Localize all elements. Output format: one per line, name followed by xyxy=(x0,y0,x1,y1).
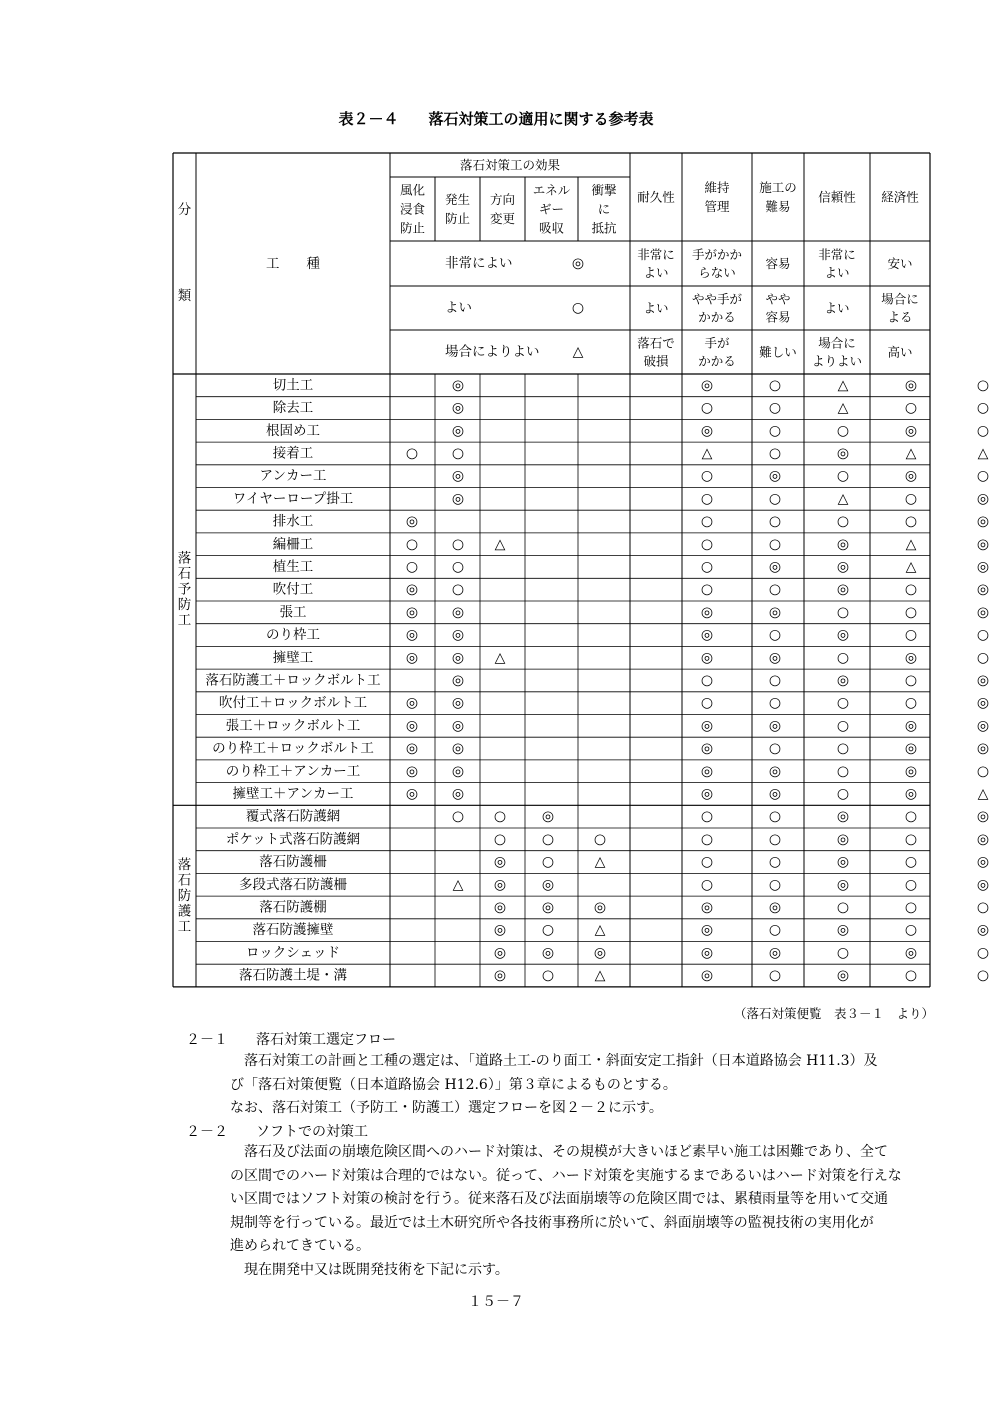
attribute-mark: ◎ xyxy=(904,468,918,485)
legend-text: 非常によい xyxy=(445,255,513,272)
effect-mark: ○ xyxy=(405,558,419,575)
attribute-mark: ◎ xyxy=(836,831,850,848)
effect-mark: ◎ xyxy=(451,672,465,689)
paragraph-line: い区間ではソフト対策の検討を行う。従来落石及び法面崩壊等の危険区間では、累積雨量等を用いて交通 xyxy=(230,1191,888,1207)
effect-column-header: 防止 xyxy=(399,220,426,236)
effect-mark: ○ xyxy=(541,922,555,939)
effect-mark: ◎ xyxy=(405,513,419,530)
effect-mark: ○ xyxy=(451,808,465,825)
group-label-char: 防 xyxy=(177,888,192,905)
effect-mark: ○ xyxy=(451,581,465,598)
attribute-mark: ○ xyxy=(836,468,850,485)
attribute-mark: △ xyxy=(701,445,713,462)
effect-mark: ◎ xyxy=(405,695,419,712)
effect-mark: ◎ xyxy=(451,649,465,666)
attribute-mark: ○ xyxy=(768,445,782,462)
attribute-mark: ◎ xyxy=(836,854,850,871)
overflow-mark: ◎ xyxy=(976,604,990,621)
attribute-mark: ◎ xyxy=(700,785,714,802)
effect-mark: ◎ xyxy=(593,944,607,961)
overflow-mark: △ xyxy=(977,445,989,462)
attribute-mark: ◎ xyxy=(700,717,714,734)
attribute-mark: ○ xyxy=(836,649,850,666)
method-name: 吹付工 xyxy=(272,581,314,598)
attribute-column-header: 信頼性 xyxy=(818,189,856,205)
attribute-mark: ○ xyxy=(700,468,714,485)
attribute-mark: ○ xyxy=(836,695,850,712)
attribute-mark: ◎ xyxy=(836,876,850,893)
effect-mark: ◎ xyxy=(541,876,555,893)
effect-mark: △ xyxy=(594,967,606,984)
attribute-mark: ○ xyxy=(768,627,782,644)
paragraph-line: 規制等を行っている。最近では土木研究所や各技術事務所に於いて、斜面崩壊等の監視技術の実用化が xyxy=(230,1214,874,1231)
effect-mark: ○ xyxy=(405,536,419,553)
attribute-mark: ○ xyxy=(904,627,918,644)
effect-mark: ◎ xyxy=(493,922,507,939)
effect-column-header: エネル xyxy=(532,182,571,198)
attribute-mark: ○ xyxy=(768,581,782,598)
paragraph-line: の区間でのハード対策は合理的ではない。従って、ハード対策を実施するまであるいはハード対策を行えな xyxy=(230,1167,902,1184)
effect-mark: ○ xyxy=(541,831,555,848)
effect-mark: ◎ xyxy=(405,717,419,734)
group-label-char: 予 xyxy=(177,581,192,598)
effect-mark: ○ xyxy=(405,445,419,462)
method-name: 植生工 xyxy=(272,558,314,575)
overflow-mark: ◎ xyxy=(976,581,990,598)
attribute-mark: ○ xyxy=(836,944,850,961)
attribute-mark: △ xyxy=(837,490,849,507)
grade-label: 手がかか xyxy=(691,247,743,262)
attribute-mark: ○ xyxy=(700,558,714,575)
effect-mark: ◎ xyxy=(541,808,555,825)
method-name: 編柵工 xyxy=(272,536,314,553)
attribute-mark: ○ xyxy=(836,604,850,621)
attribute-mark: ◎ xyxy=(768,944,782,961)
effect-mark: ◎ xyxy=(451,422,465,439)
attribute-mark: ○ xyxy=(836,899,850,916)
attribute-mark: ○ xyxy=(836,763,850,780)
attribute-mark: ◎ xyxy=(836,445,850,462)
method-name: 張工 xyxy=(279,604,307,621)
attribute-mark: ◎ xyxy=(700,967,714,984)
attribute-mark: ◎ xyxy=(904,740,918,757)
attribute-mark: ○ xyxy=(904,672,918,689)
overflow-mark: ◎ xyxy=(976,831,990,848)
overflow-mark: ○ xyxy=(976,627,990,644)
attribute-mark: ○ xyxy=(836,740,850,757)
grade-label: よい xyxy=(643,265,669,280)
attribute-mark: ◎ xyxy=(904,717,918,734)
effect-column-header: に xyxy=(597,201,611,217)
attribute-mark: ○ xyxy=(700,581,714,598)
effect-mark: ◎ xyxy=(541,944,555,961)
attribute-mark: ○ xyxy=(768,876,782,893)
attribute-mark: ○ xyxy=(768,740,782,757)
effect-mark: ◎ xyxy=(493,944,507,961)
method-name: 根固め工 xyxy=(266,422,320,439)
effect-column-header: 防止 xyxy=(444,211,471,226)
effect-mark: ◎ xyxy=(451,695,465,712)
attribute-mark: ○ xyxy=(768,422,782,439)
attribute-mark: ○ xyxy=(768,513,782,530)
attribute-mark: ○ xyxy=(904,899,918,916)
effect-mark: ◎ xyxy=(451,604,465,621)
method-name: のり枠工＋ロックボルト工 xyxy=(212,740,374,757)
group-label-char: 落 xyxy=(177,857,192,874)
overflow-mark: ◎ xyxy=(976,808,990,825)
group-label-char: 石 xyxy=(177,872,192,889)
attribute-mark: ○ xyxy=(904,876,918,893)
attribute-mark: ○ xyxy=(904,400,918,417)
method-name: ロックシェッド xyxy=(246,944,340,961)
grade-label: 容易 xyxy=(765,256,791,271)
effect-mark: ◎ xyxy=(405,627,419,644)
grade-label: 難しい xyxy=(759,344,797,360)
effect-mark: ◎ xyxy=(451,627,465,644)
overflow-mark: ◎ xyxy=(976,695,990,712)
effect-mark: ◎ xyxy=(451,785,465,802)
effect-column-header: 変更 xyxy=(489,211,516,226)
effect-mark: ○ xyxy=(493,808,507,825)
group-label-char: 防 xyxy=(177,597,192,614)
paragraph-line: 進められてきている。 xyxy=(230,1238,370,1254)
method-name: 擁壁工 xyxy=(272,649,314,666)
attribute-mark: ○ xyxy=(904,604,918,621)
attribute-mark: ◎ xyxy=(836,536,850,553)
attribute-mark: ○ xyxy=(904,831,918,848)
source-note: （落石対策便覧 表３－１ より） xyxy=(733,1006,934,1021)
method-name: 吹付工＋ロックボルト工 xyxy=(218,695,368,712)
effect-column-header: 風化 xyxy=(399,182,426,198)
effect-mark: ◎ xyxy=(451,740,465,757)
grade-label: 非常に xyxy=(637,247,675,262)
grade-label: やや xyxy=(765,291,791,307)
attribute-mark: ◎ xyxy=(836,967,850,984)
overflow-mark: ○ xyxy=(976,377,990,394)
paragraph-line: 落石及び法面の崩壊危険区間へのハード対策は、その規模が大きいほど素早い施工は困難であり、全て xyxy=(244,1144,888,1160)
attribute-mark: ○ xyxy=(904,490,918,507)
effect-mark: △ xyxy=(494,536,506,553)
table-title: 表２－４ 落石対策工の適用に関する参考表 xyxy=(338,110,654,128)
grade-label: かかる xyxy=(698,353,736,369)
attribute-column-header: 施工の xyxy=(759,180,797,195)
effect-mark: ○ xyxy=(451,536,465,553)
attribute-mark: ○ xyxy=(700,808,714,825)
effect-mark: ◎ xyxy=(451,490,465,507)
overflow-mark: ○ xyxy=(976,944,990,961)
attribute-mark: ◎ xyxy=(700,422,714,439)
attribute-mark: ○ xyxy=(700,490,714,507)
attribute-mark: ○ xyxy=(904,581,918,598)
attribute-mark: ◎ xyxy=(904,785,918,802)
method-name: 多段式落石防護柵 xyxy=(239,876,347,893)
group-label-char: 落 xyxy=(177,550,192,567)
legend-text: 場合によりよい xyxy=(445,344,540,360)
effect-mark: ◎ xyxy=(451,468,465,485)
group-label-char: 工 xyxy=(177,919,192,936)
effect-mark: ◎ xyxy=(405,649,419,666)
grade-label: よりよい xyxy=(811,353,863,369)
overflow-mark: ◎ xyxy=(976,854,990,871)
effect-mark: ◎ xyxy=(451,400,465,417)
attribute-mark: ○ xyxy=(904,695,918,712)
category-label: 分 xyxy=(177,202,192,218)
effect-mark: ◎ xyxy=(493,967,507,984)
grade-label: 容易 xyxy=(765,309,791,325)
attribute-mark: ○ xyxy=(768,808,782,825)
section-body-2-1 xyxy=(230,1050,930,1121)
attribute-mark: ◎ xyxy=(700,899,714,916)
grade-label: やや手が xyxy=(691,291,743,307)
effect-mark: ○ xyxy=(541,967,555,984)
attribute-mark: ◎ xyxy=(768,649,782,666)
attribute-mark: ○ xyxy=(700,672,714,689)
overflow-mark: ◎ xyxy=(976,717,990,734)
overflow-mark: ○ xyxy=(976,649,990,666)
attribute-mark: ◎ xyxy=(904,377,918,394)
attribute-mark: ○ xyxy=(768,400,782,417)
attribute-mark: ◎ xyxy=(700,627,714,644)
attribute-mark: ◎ xyxy=(836,922,850,939)
grade-label: よい xyxy=(824,300,850,316)
effect-mark: ◎ xyxy=(593,899,607,916)
effect-mark: ◎ xyxy=(405,763,419,780)
attribute-mark: ◎ xyxy=(836,627,850,644)
group-label-char: 工 xyxy=(177,612,192,629)
grade-label: 破損 xyxy=(643,353,669,369)
legend-symbol: △ xyxy=(572,344,584,360)
attribute-mark: ◎ xyxy=(904,944,918,961)
grade-label: 高い xyxy=(887,344,913,360)
grade-label: よい xyxy=(824,265,850,280)
method-name: 落石防護工＋ロックボルト工 xyxy=(205,672,381,689)
attribute-mark: ○ xyxy=(768,695,782,712)
method-name: 排水工 xyxy=(272,513,314,530)
attribute-mark: ◎ xyxy=(768,468,782,485)
attribute-mark: ○ xyxy=(836,513,850,530)
method-name: のり枠工 xyxy=(266,627,320,644)
group-label-char: 護 xyxy=(177,903,192,920)
effect-mark: △ xyxy=(594,922,606,939)
attribute-mark: ○ xyxy=(768,490,782,507)
overflow-mark: ○ xyxy=(976,400,990,417)
attribute-mark: △ xyxy=(905,558,917,575)
attribute-mark: ◎ xyxy=(700,604,714,621)
attribute-mark: ○ xyxy=(904,967,918,984)
attribute-mark: ◎ xyxy=(700,944,714,961)
overflow-mark: ◎ xyxy=(976,876,990,893)
section-heading-2-2: ２－２ ソフトでの対策工 xyxy=(186,1124,368,1140)
paragraph-line: び「落石対策便覧（日本道路協会 H12.6）」第３章によるものとする。 xyxy=(230,1076,677,1093)
attribute-mark: △ xyxy=(905,536,917,553)
grade-label: よい xyxy=(643,300,669,316)
paragraph-line: 落石対策工の計画と工種の選定は、「道路土工-のり面工・斜面安定工指針（日本道路協会 H11.3）及 xyxy=(244,1053,878,1069)
effect-column-header: 抵抗 xyxy=(591,220,617,236)
grade-label: 場合に xyxy=(818,335,856,351)
attribute-mark: ○ xyxy=(700,513,714,530)
effect-mark: ○ xyxy=(541,854,555,871)
attribute-mark: ○ xyxy=(700,695,714,712)
attribute-mark: ○ xyxy=(700,536,714,553)
attribute-mark: ◎ xyxy=(836,672,850,689)
overflow-mark: ○ xyxy=(976,899,990,916)
attribute-mark: ◎ xyxy=(768,785,782,802)
attribute-mark: ◎ xyxy=(700,763,714,780)
attribute-mark: △ xyxy=(905,445,917,462)
attribute-mark: ○ xyxy=(768,672,782,689)
method-name: 除去工 xyxy=(272,400,314,417)
effect-mark: ◎ xyxy=(451,763,465,780)
attribute-column-header: 耐久性 xyxy=(637,189,675,205)
effect-column-header: 方向 xyxy=(489,192,516,207)
grade-label: 落石で xyxy=(637,335,675,351)
attribute-mark: ○ xyxy=(768,922,782,939)
attribute-column-header: 経済性 xyxy=(881,189,919,205)
grade-label: よる xyxy=(887,309,913,325)
method-name: 接着工 xyxy=(272,445,314,462)
attribute-mark: ◎ xyxy=(700,377,714,394)
grade-label: らない xyxy=(698,265,736,280)
method-name: ポケット式落石防護網 xyxy=(225,831,361,848)
effect-mark: ○ xyxy=(451,558,465,575)
method-name: のり枠工＋アンカー工 xyxy=(225,763,361,780)
effect-mark: ◎ xyxy=(541,899,555,916)
effect-mark: ◎ xyxy=(451,717,465,734)
method-name: 落石防護擁壁 xyxy=(252,922,334,939)
method-name: 擁壁工＋アンカー工 xyxy=(232,785,354,802)
effect-mark: ◎ xyxy=(493,854,507,871)
attribute-mark: ◎ xyxy=(836,558,850,575)
attribute-mark: ○ xyxy=(768,377,782,394)
attribute-mark: ○ xyxy=(768,831,782,848)
grade-label: 場合に xyxy=(881,291,919,307)
method-name: アンカー工 xyxy=(259,468,327,485)
attribute-mark: △ xyxy=(837,400,849,417)
legend-symbol: ◎ xyxy=(571,255,585,272)
attribute-mark: ○ xyxy=(700,400,714,417)
legend-symbol: ○ xyxy=(571,300,585,316)
effect-mark: ◎ xyxy=(405,581,419,598)
method-name: 張工＋ロックボルト工 xyxy=(225,717,361,734)
effect-mark: ◎ xyxy=(405,604,419,621)
effect-column-header: 浸食 xyxy=(399,201,426,217)
effect-mark: ○ xyxy=(593,831,607,848)
attribute-mark: ◎ xyxy=(700,649,714,666)
attribute-mark: ○ xyxy=(700,831,714,848)
method-name: 落石防護棚 xyxy=(259,899,327,916)
effect-column-header: 吸収 xyxy=(538,220,565,236)
overflow-mark: ◎ xyxy=(976,558,990,575)
overflow-mark: ○ xyxy=(976,967,990,984)
effect-mark: ◎ xyxy=(405,740,419,757)
attribute-mark: ○ xyxy=(904,922,918,939)
attribute-mark: ○ xyxy=(904,854,918,871)
effect-mark: ○ xyxy=(451,445,465,462)
grade-label: かかる xyxy=(698,309,736,325)
method-name: 覆式落石防護網 xyxy=(245,808,341,825)
grade-label: 手が xyxy=(704,335,730,351)
method-name: 落石防護土堤・溝 xyxy=(239,967,347,984)
attribute-column-header: 維持 xyxy=(704,180,730,195)
overflow-mark: ○ xyxy=(976,468,990,485)
attribute-mark: ○ xyxy=(904,808,918,825)
group-label-char: 石 xyxy=(177,566,192,583)
attribute-mark: ○ xyxy=(768,854,782,871)
attribute-mark: ◎ xyxy=(768,899,782,916)
overflow-mark: ◎ xyxy=(976,490,990,507)
effect-mark: ○ xyxy=(493,831,507,848)
attribute-mark: ◎ xyxy=(700,922,714,939)
effect-mark: ◎ xyxy=(493,899,507,916)
attribute-mark: ◎ xyxy=(768,558,782,575)
overflow-mark: ◎ xyxy=(976,536,990,553)
attribute-column-header: 管理 xyxy=(704,199,730,214)
effect-mark: ◎ xyxy=(405,785,419,802)
grade-label: 安い xyxy=(887,256,913,271)
method-label: 工 種 xyxy=(266,256,320,272)
section-body-2-2 xyxy=(230,1141,930,1282)
method-name: ワイヤーロープ掛工 xyxy=(232,490,354,507)
method-name: 切土工 xyxy=(272,377,314,394)
attribute-mark: ○ xyxy=(836,422,850,439)
overflow-mark: ○ xyxy=(976,763,990,780)
effect-group-label: 落石対策工の効果 xyxy=(459,157,561,173)
attribute-mark: ○ xyxy=(700,876,714,893)
legend-text: よい xyxy=(445,300,472,316)
overflow-mark: ◎ xyxy=(976,672,990,689)
paragraph-line: なお、落石対策工（予防工・防護工）選定フローを図２－２に示す。 xyxy=(230,1100,663,1116)
effect-column-header: 衝撃 xyxy=(591,182,617,198)
page-number: １５－７ xyxy=(468,1294,524,1310)
effect-mark: △ xyxy=(452,876,464,893)
attribute-mark: ○ xyxy=(836,785,850,802)
attribute-mark: ◎ xyxy=(768,717,782,734)
section-heading-2-1: ２－１ 落石対策工選定フロー xyxy=(186,1032,396,1048)
attribute-mark: ◎ xyxy=(700,740,714,757)
attribute-mark: ○ xyxy=(836,717,850,734)
overflow-mark: ◎ xyxy=(976,513,990,530)
attribute-mark: ○ xyxy=(700,854,714,871)
attribute-mark: ◎ xyxy=(836,581,850,598)
effect-mark: △ xyxy=(494,649,506,666)
effect-mark: ◎ xyxy=(493,876,507,893)
overflow-mark: ◎ xyxy=(976,740,990,757)
method-name: 落石防護柵 xyxy=(259,854,327,871)
grade-label: 非常に xyxy=(818,247,856,262)
overflow-mark: △ xyxy=(977,785,989,802)
attribute-mark: ○ xyxy=(768,536,782,553)
attribute-column-header: 難易 xyxy=(765,199,791,214)
paragraph-line: 現在開発中又は既開発技術を下記に示す。 xyxy=(244,1261,509,1278)
category-label: 類 xyxy=(177,288,192,304)
attribute-mark: ◎ xyxy=(904,763,918,780)
attribute-mark: △ xyxy=(837,377,849,394)
attribute-mark: ◎ xyxy=(768,763,782,780)
overflow-mark: ◎ xyxy=(976,922,990,939)
effect-column-header: 発生 xyxy=(444,192,471,207)
attribute-mark: ○ xyxy=(904,513,918,530)
effect-mark: ◎ xyxy=(451,377,465,394)
attribute-mark: ◎ xyxy=(768,604,782,621)
overflow-mark: ○ xyxy=(976,422,990,439)
attribute-mark: ◎ xyxy=(904,422,918,439)
attribute-mark: ◎ xyxy=(836,808,850,825)
attribute-mark: ○ xyxy=(768,967,782,984)
attribute-mark: ◎ xyxy=(904,649,918,666)
effect-mark: △ xyxy=(594,854,606,871)
effect-column-header: ギー xyxy=(538,201,565,217)
